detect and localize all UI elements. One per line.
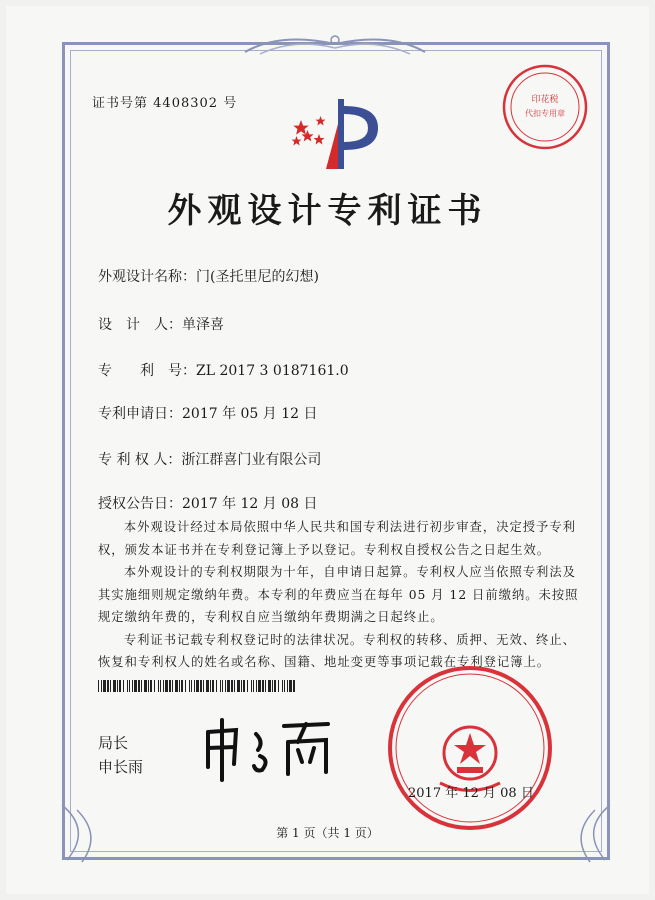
barcode-bar bbox=[282, 680, 283, 692]
barcode-bar bbox=[284, 680, 285, 692]
field-design-name bbox=[98, 266, 319, 286]
field-value: 2017 年 12 月 08 日 bbox=[182, 496, 318, 512]
barcode-bar bbox=[278, 680, 279, 692]
field-label: 授权公告日： bbox=[98, 496, 182, 512]
barcode-bar bbox=[210, 680, 211, 692]
barcode-bar bbox=[289, 680, 292, 692]
field-value: 浙江群喜门业有限公司 bbox=[181, 452, 322, 468]
barcode-bar bbox=[227, 680, 230, 692]
barcode-bar bbox=[101, 680, 102, 692]
barcode-bar bbox=[103, 680, 106, 692]
barcode-bar bbox=[234, 680, 235, 692]
barcode-bar bbox=[212, 680, 214, 692]
barcode-bar bbox=[185, 680, 186, 692]
barcode-bar bbox=[98, 680, 99, 692]
body-paragraph-1: 本外观设计经过本局依照中华人民共和国专利法进行初步审查，决定授予专利权，颁发本证书并在专利登记簿上予以登记。专利权自授权公告之日起生效。 bbox=[98, 520, 576, 557]
barcode-bar bbox=[256, 680, 257, 692]
barcode-bar bbox=[172, 680, 173, 692]
barcode-bar bbox=[237, 680, 240, 692]
barcode-bar bbox=[231, 680, 233, 692]
barcode-bar bbox=[272, 680, 273, 692]
barcode-bar bbox=[241, 680, 242, 692]
barcode-bar bbox=[258, 680, 261, 692]
barcode-bar bbox=[222, 680, 223, 692]
barcode-bar bbox=[110, 680, 111, 692]
barcode-bar bbox=[141, 680, 142, 692]
page-number: 第 1 页（共 1 页） bbox=[276, 826, 379, 840]
barcode-bar bbox=[265, 680, 266, 692]
field-patentee bbox=[98, 449, 321, 469]
barcode-bar bbox=[247, 680, 248, 692]
barcode-bar bbox=[138, 680, 140, 692]
barcode-bar bbox=[158, 680, 159, 692]
barcode-bar bbox=[189, 680, 190, 692]
barcode-bar bbox=[243, 680, 245, 692]
field-label: 专利申请日： bbox=[98, 406, 182, 422]
barcode-bar bbox=[117, 680, 118, 692]
barcode-bar bbox=[119, 680, 121, 692]
barcode-bar bbox=[150, 680, 152, 692]
field-patent-number bbox=[98, 360, 349, 380]
field-designer bbox=[98, 314, 224, 334]
barcode-bar bbox=[169, 680, 171, 692]
svg-text:印花税: 印花税 bbox=[531, 95, 559, 105]
barcode-bar bbox=[220, 680, 221, 692]
barcode-bar bbox=[175, 680, 178, 692]
barcode-bar bbox=[274, 680, 276, 692]
certificate-number bbox=[92, 92, 237, 111]
svg-text:代扣专用章: 代扣专用章 bbox=[525, 109, 565, 118]
barcode-bar bbox=[251, 680, 252, 692]
barcode-bar bbox=[165, 680, 168, 692]
director-title: 局长 bbox=[98, 734, 129, 752]
tax-stamp-icon bbox=[500, 62, 590, 152]
field-label: 外观设计名称： bbox=[98, 269, 196, 285]
barcode-bar bbox=[287, 680, 288, 692]
barcode-bar bbox=[181, 680, 183, 692]
barcode-bar bbox=[160, 680, 161, 692]
page-title: 外观设计专利证书 bbox=[167, 191, 488, 231]
field-label: 设 计 人： bbox=[98, 317, 182, 333]
barcode-bar bbox=[194, 680, 195, 692]
issue-date: 2017 年 12 月 08 日 bbox=[408, 786, 534, 801]
barcode-bar bbox=[129, 680, 130, 692]
field-value: 单泽喜 bbox=[182, 317, 224, 333]
barcode-bar bbox=[163, 680, 164, 692]
certificate-number-value: 4408302 bbox=[153, 96, 219, 111]
barcode-bar bbox=[203, 680, 204, 692]
barcode-bar bbox=[253, 680, 254, 692]
barcode-bar bbox=[154, 680, 155, 692]
field-value: ZL 2017 3 0187161.0 bbox=[196, 363, 349, 379]
cnipa-seal-icon bbox=[385, 663, 555, 833]
field-grant-date bbox=[98, 493, 318, 513]
barcode-bar bbox=[148, 680, 149, 692]
certificate-number-label: 证书号第 bbox=[92, 96, 149, 111]
barcode-bar bbox=[200, 680, 202, 692]
field-label: 专 利 号： bbox=[98, 363, 196, 379]
director-signature-icon bbox=[198, 712, 338, 782]
barcode-bar bbox=[134, 680, 137, 692]
field-label: 专 利 权 人： bbox=[98, 452, 182, 468]
barcode-bar bbox=[123, 680, 124, 692]
barcode-bar bbox=[262, 680, 264, 692]
barcode-bar bbox=[216, 680, 217, 692]
barcode-bar bbox=[144, 680, 147, 692]
certificate-number-suffix: 号 bbox=[223, 96, 238, 111]
barcode-bar bbox=[179, 680, 180, 692]
barcode-bar bbox=[206, 680, 209, 692]
barcode-bar bbox=[107, 680, 109, 692]
barcode-bar bbox=[293, 680, 295, 692]
barcode-bar bbox=[113, 680, 116, 692]
barcode-bar bbox=[191, 680, 192, 692]
barcode-bar bbox=[127, 680, 128, 692]
barcode-bar bbox=[196, 680, 199, 692]
body-paragraph-2: 本外观设计的专利权期限为十年，自申请日起算。专利权人应当依照专利法及其实施细则规定缴纳年费。本专利的年费应当在每年 05 月 12 日前缴纳。未按照规定缴纳年费的，专利权自应当缴纳年费期满之日起终止。 bbox=[98, 565, 579, 624]
field-application-date bbox=[98, 403, 318, 423]
body-paragraph-3: 专利证书记载专利权登记时的法律状况。专利权的转移、质押、无效、终止、恢复和专利权人的姓名或名称、国籍、地址变更等事项记载在专利登记簿上。 bbox=[98, 632, 576, 669]
barcode-bar bbox=[225, 680, 226, 692]
barcode-bar bbox=[268, 680, 271, 692]
field-value: 2017 年 05 月 12 日 bbox=[182, 406, 318, 422]
field-value: 门(圣托里尼的幻想) bbox=[196, 269, 319, 285]
cnipa-logo-icon bbox=[286, 94, 386, 174]
director-name: 申长雨 bbox=[98, 758, 144, 776]
barcode-icon bbox=[98, 680, 298, 692]
barcode-bar bbox=[132, 680, 133, 692]
frame-ornament-top bbox=[240, 30, 430, 60]
certificate-body bbox=[98, 516, 584, 674]
